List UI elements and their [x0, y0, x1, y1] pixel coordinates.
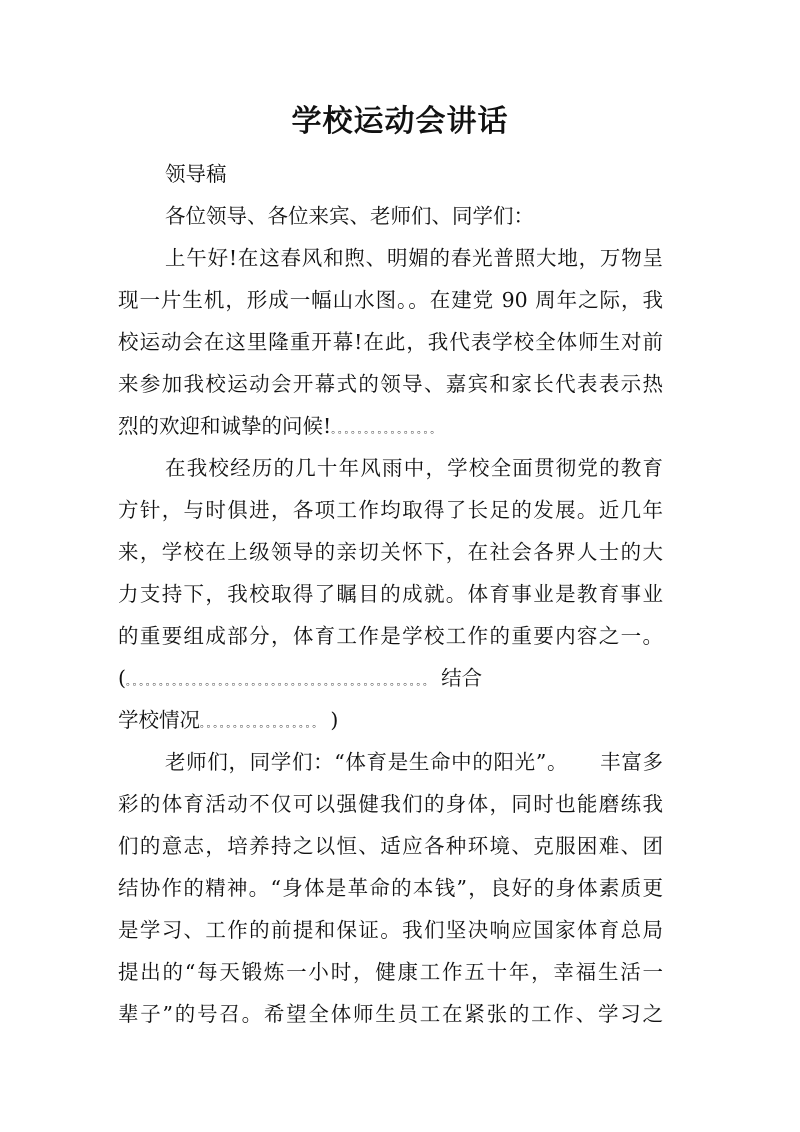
line-text: 方针，与时俱进，各项工作均取得了长足的发展。近几年 — [118, 498, 663, 522]
line-text: 在我校经历的几十年风雨中，学校全面贯彻党的教育 — [165, 456, 663, 480]
line-text: 提出的“每天锻炼一小时，健康工作五十年，幸福生活一 — [118, 960, 663, 984]
line-text: 烈的欢迎和诚挚的问候! — [118, 414, 332, 438]
line-text: 的重要组成部分，体育工作是学校工作的重要内容之一。 — [118, 624, 663, 648]
line-text: 领导稿 — [165, 162, 227, 186]
text-line — [118, 706, 663, 739]
text-line — [118, 958, 663, 986]
ellipsis-dots: 。。。。。。。。。。。。。。。。。。。。。。。。。。。。。。。。。。。。。。。。。。。。。。 — [126, 677, 435, 688]
document-title: 学校运动会讲话 — [291, 104, 509, 139]
line-text: 上午好!在这春风和煦、明媚的春光普照大地，万物呈 — [165, 246, 663, 270]
text-line — [118, 916, 663, 944]
line-text: 老师们，同学们：“体育是生命中的阳光”。 丰富多 — [165, 750, 663, 774]
text-line — [118, 538, 663, 566]
line-text: 校运动会在这里隆重开幕!在此，我代表学校全体师生对前 — [118, 330, 663, 354]
text-line — [118, 496, 663, 524]
line-text: 各位领导、各位来宾、老师们、同学们： — [165, 204, 534, 228]
text-line — [118, 790, 663, 818]
text-line — [118, 664, 663, 697]
text-line — [118, 832, 663, 860]
line-text: 结协作的精神。“身体是革命的本钱”，良好的身体素质更 — [118, 876, 663, 900]
ellipsis-dots: 。。。。。。。。。。。。。。。。。。 — [200, 719, 324, 730]
line-text: 学校情况 — [118, 708, 200, 732]
text-line — [165, 160, 663, 188]
text-line — [118, 874, 663, 902]
text-line — [165, 454, 663, 482]
line-text: 现一片生机，形成一幅山水图。。在建党 90 周年之际，我 — [118, 288, 663, 312]
line-tail: ) — [323, 708, 339, 732]
text-line — [118, 412, 663, 445]
line-text: 辈子”的号召。希望全体师生员工在紧张的工作、学习之 — [118, 1002, 663, 1026]
line-text: 来，学校在上级领导的亲切关怀下，在社会各界人士的大 — [118, 540, 663, 564]
text-line — [118, 580, 663, 608]
text-line — [118, 622, 663, 650]
text-line — [118, 1000, 663, 1028]
line-text: 来参加我校运动会开幕式的领导、嘉宾和家长代表表示热 — [118, 372, 663, 396]
ellipsis-dots: 。。。。。。。。。。。。。。。。 — [331, 425, 442, 436]
text-line — [118, 370, 663, 398]
line-text: 们的意志，培养持之以恒、适应各种环境、克服困难、团 — [118, 834, 663, 858]
text-line — [118, 286, 663, 314]
text-line — [165, 202, 663, 230]
line-text: 是学习、工作的前提和保证。我们坚决响应国家体育总局 — [118, 918, 663, 942]
line-text: ( — [118, 666, 126, 690]
text-line — [165, 748, 663, 776]
text-line — [118, 328, 663, 356]
text-line — [165, 244, 663, 272]
line-tail: 结合 — [434, 666, 483, 690]
line-text: 彩的体育活动不仅可以强健我们的身体，同时也能磨练我 — [118, 792, 663, 816]
line-text: 力支持下，我校取得了瞩目的成就。体育事业是教育事业 — [118, 582, 663, 606]
